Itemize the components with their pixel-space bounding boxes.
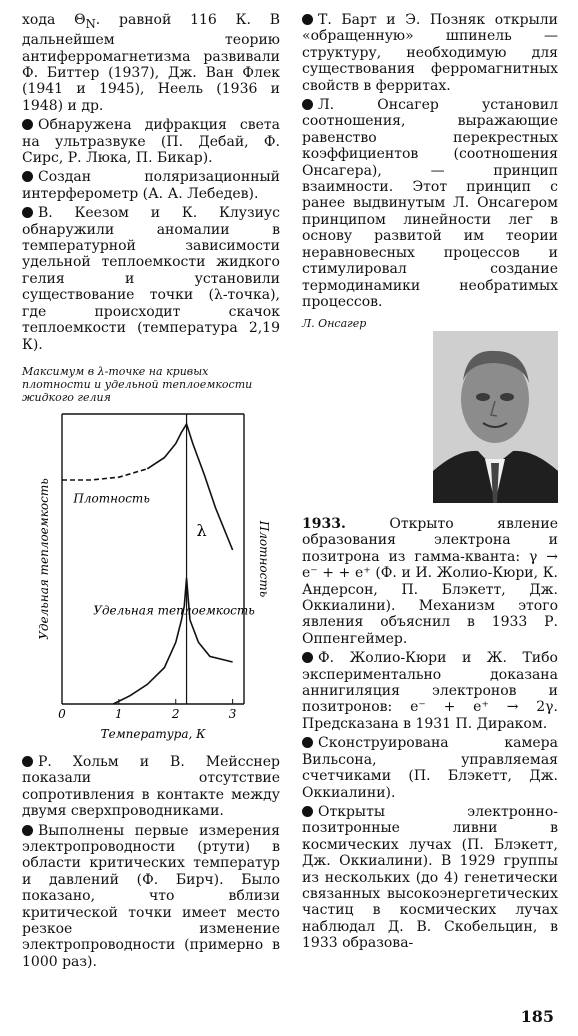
- right-column: [302, 12, 558, 333]
- portrait-eye: [500, 393, 514, 401]
- bullet-icon: [302, 99, 313, 110]
- paragraph: Т. Барт и Э. Позняк открыли «обращенную» шпинель — структуру, необходимую для существования ферромагнитных свойств в ферритах.: [302, 12, 558, 94]
- density-series-label: Плотность: [73, 491, 150, 506]
- paragraph: Выполнены первые измерения электропроводности (ртути) в области критических температур и давлений (Ф. Бирч). Было показано, что вблизи критической точки имеет место резкое изменение электропроводности (примерно в 1000 раз).: [22, 822, 280, 970]
- page-number: 185: [520, 1007, 554, 1026]
- paragraph: Р. Хольм и В. Мейсснер показали отсутствие сопротивления в контакте между двумя сверхпроводниками.: [22, 753, 280, 820]
- series-line: [147, 424, 232, 550]
- bullet-icon: [22, 207, 33, 218]
- series-line: [113, 578, 232, 704]
- chart-caption: Максимум в λ-точке на кривых плотности и удельной теплоемкости жидкого гелия: [22, 364, 253, 404]
- bullet-icon: [22, 119, 33, 130]
- chart-lines: [62, 424, 233, 704]
- onsager-portrait: [433, 331, 558, 503]
- y-axis-label-left: Удельная теплоемкость: [37, 478, 51, 640]
- y-axis-label-right: Плотность: [257, 520, 271, 598]
- left-column: [22, 12, 280, 973]
- paragraph: Создан поляризационный интерферометр (А. А. Лебедев).: [22, 169, 280, 202]
- bullet-icon: [22, 756, 33, 767]
- paragraph: Обнаружена дифракция света на ультразвуке (П. Дебай, Ф. Сирс, Р. Люка, П. Бикар).: [22, 117, 280, 167]
- x-tick-label: 0: [58, 706, 66, 721]
- bullet-icon: [302, 806, 313, 817]
- bullet-icon: [22, 171, 33, 182]
- bullet-icon: [302, 737, 313, 748]
- x-axis-label: Температура, К: [100, 726, 206, 741]
- chart-frame: [62, 414, 244, 704]
- series-line-dashed: [62, 469, 147, 480]
- paragraph: Сконструирована камера Вильсона, управляемая счетчиками (П. Блэкетт, Дж. Оккиалини).: [302, 735, 558, 801]
- lambda-chart: [22, 408, 280, 748]
- chart-text: [37, 478, 271, 741]
- paragraph: хода $\Theta_N$. равной 116 К. В дальнейшем теорию антиферромагнетизма развивали Ф. Биттер (1937), Дж. Ван Флек (1941 и 1945), Неель (1936 и 1948) и др.: [22, 12, 281, 114]
- paragraph: В. Кеезом и К. Клузиус обнаружили аномалии в температурной зависимости удельной теплоемкости жидкого гелия и установили существование точки (λ-точка), где происходит скачок теплоемкости (температура 2,19 К).: [22, 205, 280, 353]
- portrait-eye: [476, 393, 490, 401]
- portrait-caption: Л. Онсагер: [302, 317, 367, 331]
- x-tick-label: 1: [115, 706, 123, 721]
- heat-series-label: Удельная теплоемкость: [93, 603, 255, 618]
- bullet-icon: [22, 825, 33, 836]
- bullet-icon: [302, 14, 313, 25]
- paragraph: Открыты электронно-позитронные ливни в космических лучах (П. Блэкетт, Дж. Оккиалини). В 1929 группы из нескольких (до 4) генетически связанных высокоэнергетических частиц в космических лучах наблюдал Д. В. Скобельцин, в 1933 образова-: [302, 803, 558, 952]
- lambda-label: λ: [196, 520, 207, 540]
- paragraph: Ф. Жолио-Кюри и Ж. Тибо экспериментально доказана аннигиляция электронов и позитронов: e⁻ + e⁺ → 2γ. Предсказана в 1931 П. Дираком.: [302, 650, 558, 732]
- x-tick-label: 2: [171, 706, 180, 721]
- bullet-icon: [302, 652, 313, 663]
- paragraph: 1933. Открыто явление образования электрона и позитрона из гамма-кванта: γ → e⁻ + + e⁺ (Ф. и И. Жолио-Кюри, К. Андерсон, П. Блэкетт, Дж. Оккиалини). Механизм этого явления объяснил в 1933 Р. Оппенгеймер.: [302, 516, 558, 647]
- right-column-lower: [302, 516, 558, 955]
- paragraph: Л. Онсагер установил соотношения, выражающие равенство перекрестных коэффициентов (соотношения Онсагера), — принцип взаимности. Этот принцип с ранее выдвинутым Л. Онсагером принципом линейности лег в основу развитой им теории неравновесных процессов и стимулировал создание термодинамики необратимых процессов.: [302, 97, 558, 310]
- x-tick-label: 3: [228, 706, 237, 721]
